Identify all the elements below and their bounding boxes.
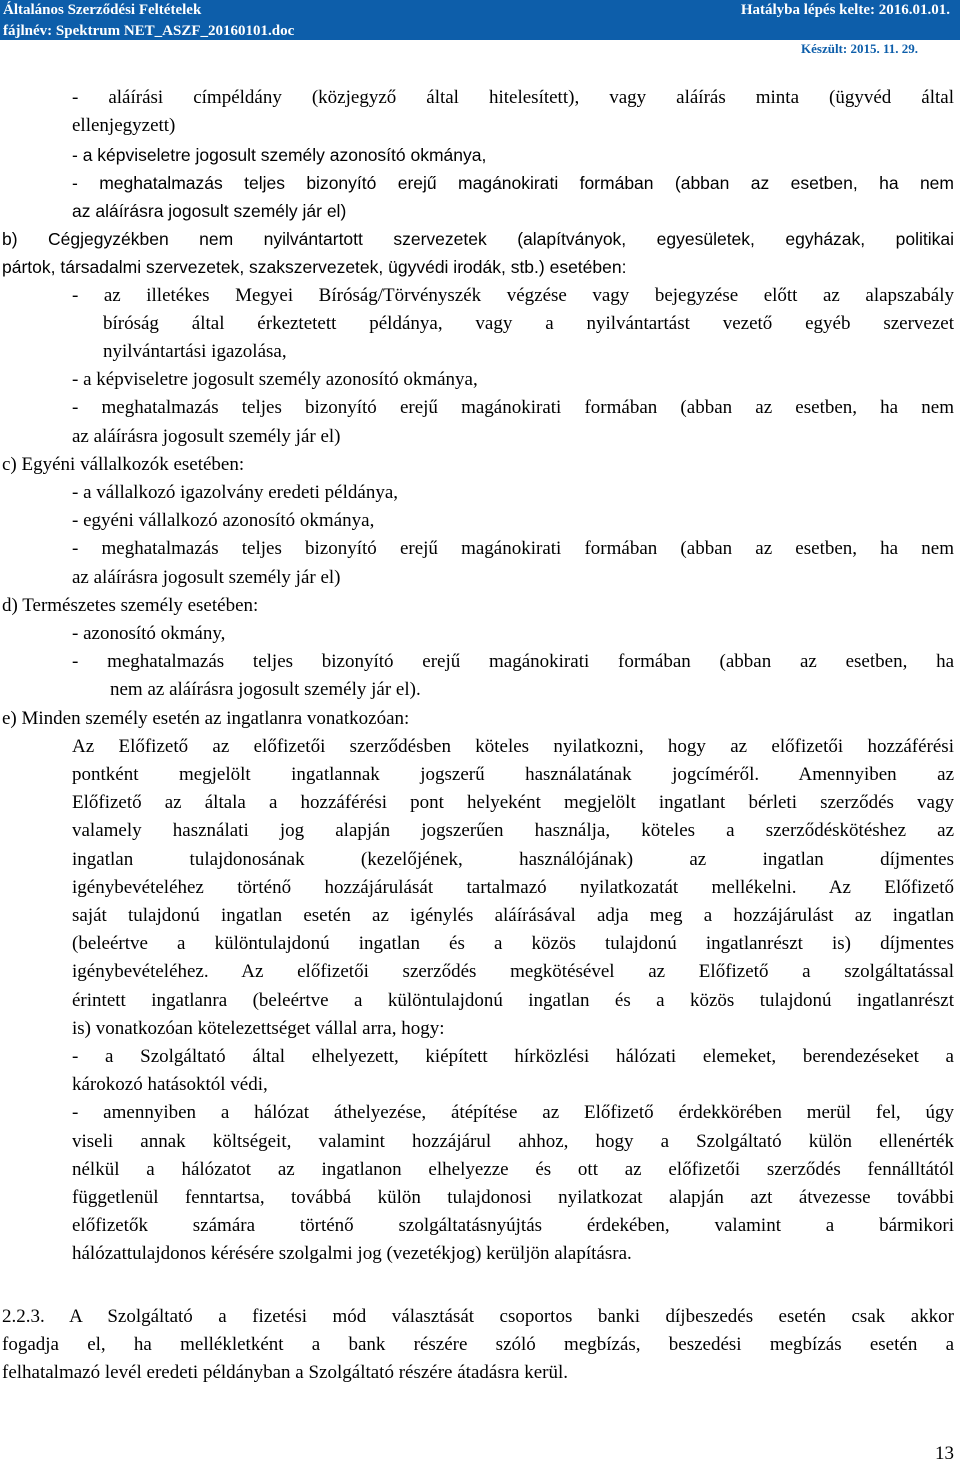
text-line: - egyéni vállalkozó azonosító okmánya,	[72, 510, 375, 531]
text-line: - amennyiben a hálózat áthelyezése, átépítése az Előfizető érdekkörében merül fel, úgy	[72, 1102, 954, 1123]
text-line: - meghatalmazás teljes bizonyító erejű magánokirati formában (abban az esetben, ha nem	[72, 538, 954, 559]
text-line: az aláírásra jogosult személy jár el)	[72, 426, 341, 447]
text-line: - azonosító okmány,	[72, 623, 226, 644]
text-line: előfizetők számára történő szolgáltatásnyújtás érdekében, valamint a bármikori	[72, 1215, 954, 1236]
text-line: ingatlan tulajdonosának (kezelőjének, használójának) az ingatlan díjmentes	[72, 849, 954, 870]
text-line: pártok, társadalmi szervezetek, szakszervezetek, ügyvédi irodák, stb.) esetében:	[2, 257, 627, 277]
text-line: károkozó hatásoktól védi,	[72, 1074, 268, 1095]
text-line: 2.2.3. A Szolgáltató a fizetési mód választását csoportos banki díjbeszedés esetén csak akkor	[2, 1306, 954, 1327]
created-date: Készült: 2015. 11. 29.	[801, 41, 918, 56]
text-line: - meghatalmazás teljes bizonyító erejű magánokirati formában (abban az esetben, ha	[72, 651, 954, 672]
text-line: b) Cégjegyzékben nem nyilvántartott szervezetek (alapítványok, egyesületek, egyházak, politikai	[2, 229, 954, 249]
text-line: felhatalmazó levél eredeti példányban a Szolgáltató részére átadásra kerül.	[2, 1362, 569, 1383]
text-line: pontként megjelölt ingatlannak jogszerű használatának jogcíméről. Amennyiben az	[72, 764, 954, 785]
file-name: fájlnév: Spektrum NET_ASZF_20160101.doc	[3, 23, 295, 39]
text-line: - a képviseletre jogosult személy azonosító okmánya,	[72, 369, 478, 390]
header-row-1	[0, 1, 960, 20]
text-line: - a Szolgáltató által elhelyezett, kiépített hírközlési hálózati elemeket, berendezéseket a	[72, 1046, 954, 1067]
text-line: függetlenül fenntartsa, továbbá külön tulajdonosi nyilatkozat alapján azt átvezesse további	[72, 1187, 954, 1208]
header-row-2	[0, 22, 960, 40]
text-line: - aláírási címpéldány (közjegyző által hitelesített), vagy aláírás minta (ügyvéd által	[72, 87, 954, 108]
text-line: az aláírásra jogosult személy jár el)	[72, 567, 341, 588]
text-line: az aláírásra jogosult személy jár el)	[72, 201, 347, 221]
text-line: - meghatalmazás teljes bizonyító erejű magánokirati formában (abban az esetben, ha nem	[72, 397, 954, 418]
text-line: e) Minden személy esetén az ingatlanra vonatkozóan:	[2, 708, 410, 729]
text-line: nem az aláírásra jogosult személy jár el).	[110, 679, 421, 700]
text-line: - meghatalmazás teljes bizonyító erejű magánokirati formában (abban az esetben, ha nem	[72, 173, 954, 193]
text-line: hálózattulajdonos kérésére szolgalmi jog (vezetékjog) kerüljön alapításra.	[72, 1243, 632, 1264]
text-line: (beleértve a különtulajdonú ingatlan és a közös tulajdonú ingatlanrészt is) díjmentes	[72, 933, 954, 954]
text-line: - az illetékes Megyei Bíróság/Törvényszék végzése vagy bejegyzése előtt az alapszabály	[72, 285, 954, 306]
text-line: Az Előfizető az előfizetői szerződésben köteles nyilatkozni, hogy az előfizetői hozzáférési	[72, 736, 954, 757]
text-line: nyilvántartási igazolása,	[103, 341, 287, 362]
text-line: viseli annak költségeit, valamint hozzájárul ahhoz, hogy a Szolgáltató külön ellenérték	[72, 1131, 954, 1152]
page-number: 13	[935, 1443, 954, 1464]
text-line: érintett ingatlanra (beleértve a különtulajdonú ingatlan és a közös tulajdonú ingatlanrészt	[72, 990, 954, 1011]
text-line: nélkül a hálózatot az ingatlanon elhelyezze és ott az előfizetői szerződés fennálltától	[72, 1159, 954, 1180]
text-line: bíróság által érkeztetett példánya, vagy a nyilvántartást vezető egyéb szervezet	[103, 313, 954, 334]
text-line: d) Természetes személy esetében:	[2, 595, 259, 616]
text-line: - a vállalkozó igazolvány eredeti példánya,	[72, 482, 399, 503]
text-line: igénybevételéhez. Az előfizetői szerződés megkötésével az Előfizető a szolgáltatással	[72, 961, 954, 982]
document-title: Általános Szerződési Feltételek	[3, 2, 202, 18]
text-line: is) vonatkozóan kötelezettséget vállal arra, hogy:	[72, 1018, 445, 1039]
text-line: igénybevételéhez történő hozzájárulását tartalmazó nyilatkozatát mellékelni. Az Előfizető	[72, 877, 954, 898]
effective-date: Hatályba lépés kelte: 2016.01.01.	[740, 2, 950, 18]
text-line: valamely használati jog alapján jogszerűen használja, köteles a szerződéskötéshez az	[72, 820, 954, 841]
text-line: saját tulajdonú ingatlan esetén az igénylés aláírásával adja meg a hozzájárulást az ingatlan	[72, 905, 954, 926]
text-line: c) Egyéni vállalkozók esetében:	[2, 454, 245, 475]
text-line: ellenjegyzett)	[72, 115, 176, 136]
text-line: fogadja el, ha mellékletként a bank részére szóló megbízás, beszedési megbízás esetén a	[2, 1334, 954, 1355]
text-line: - a képviseletre jogosult személy azonosító okmánya,	[72, 145, 487, 165]
text-line: Előfizető az általa a hozzáférési pont helyeként megjelölt ingatlant bérleti szerződés vagy	[72, 792, 954, 813]
document-header	[0, 0, 960, 40]
